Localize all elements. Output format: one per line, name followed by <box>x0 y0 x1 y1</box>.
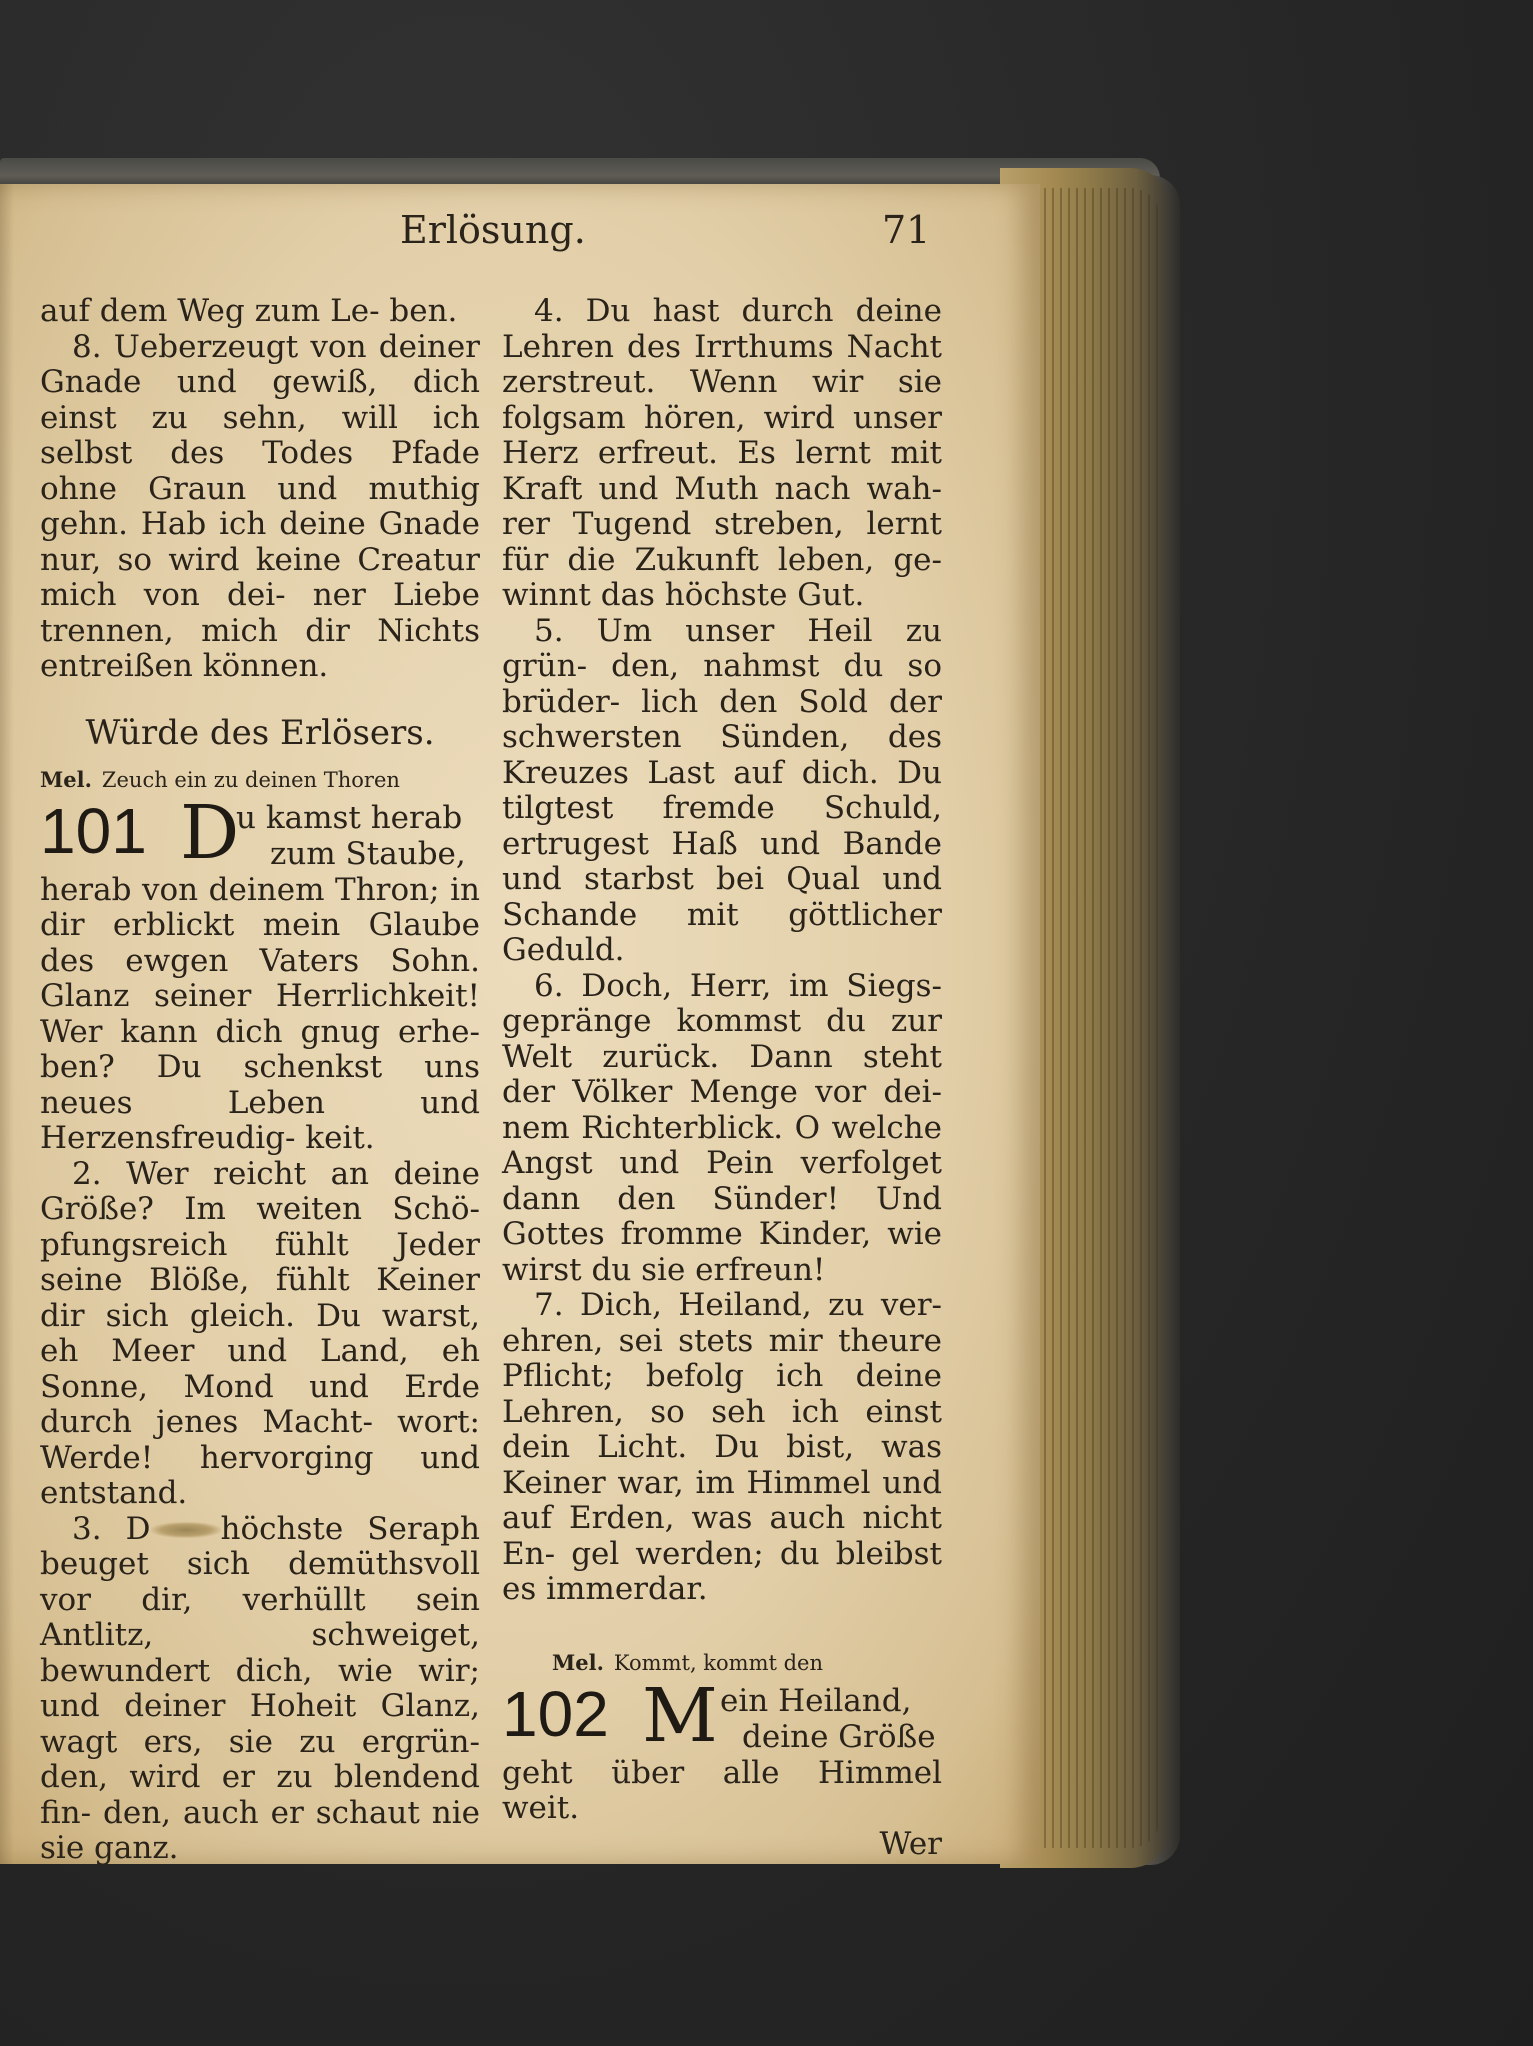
verse-5: 5. Um unser Heil zu grün- den, nahmst du so brüder- lich den Sold der schwersten Sünden, des Kreuzes Last auf dich. Du tilgtest fremde Schuld, ertrugest Haß und Bande und starbst bei Qual und Schande mit göttlicher Geduld. <box>502 612 942 968</box>
verse-3-start: 3. D <box>72 1510 151 1547</box>
verse-3 <box>40 1512 480 1867</box>
verse-3-text: höchste Seraph beuget sich demüthsvoll vor dir, verhüllt sein Antlitz, schweiget, bewundert dich, wie wir; und deiner Hoheit Glanz, wagt ers, sie zu ergrün- den, wird er zu blendend fin- den, auch er schaut nie sie ganz. <box>40 1510 480 1866</box>
verse-6: 6. Doch, Herr, im Siegs- gepränge kommst du zur Welt zurück. Dann steht der Völker Menge vor dei- nem Richterblick. O welche Angst und Pein verfolget dann den Sünder! Und Gottes fromme Kinder, wie wirst du sie erfreun! <box>502 967 942 1288</box>
book-page <box>0 184 1040 1864</box>
left-column <box>40 294 480 1867</box>
running-head: Erlösung. <box>400 208 586 252</box>
ink-smudge <box>151 1522 221 1538</box>
page-shadow <box>0 184 14 1864</box>
hymn-first-line: ein Heiland, <box>720 1682 912 1719</box>
page-header <box>0 208 1040 258</box>
hymn-101-head <box>40 789 480 876</box>
section-title: Würde des Erlösers. <box>85 712 435 753</box>
verse-4: 4. Du hast durch deine Lehren des Irrthums Nacht zerstreut. Wenn wir sie folgsam hören, wird unser Herz erfreut. Es lernt mit Kraft und Muth nach wah- rer Tugend streben, lernt für die Zukunft leben, ge- winnt das höchste Gut. <box>502 293 942 613</box>
melody-name: Kommt, kommt den <box>613 1650 823 1675</box>
melody-line <box>40 765 480 795</box>
verse-8: 8. Ueberzeugt von deiner Gnade und gewiß, dich einst zu sehn, will ich selbst des Todes Pfade ohne Graun und muthig gehn. Hab ich deine Gnade nur, so wird keine Creatur mich von dei- ner Liebe trennen, mich dir Nichts entreißen können. <box>40 328 480 684</box>
hymn-number: 101 <box>40 794 147 867</box>
hymn-102-head <box>502 1672 942 1759</box>
drop-cap: D <box>180 789 240 876</box>
verse-1: herab von deinem Thron; in dir erblickt mein Glaube des ewgen Vaters Sohn. Glanz seiner Herrlichkeit! Wer kann dich gnug erhe- ben? Du schenkst uns neues Leben und Herzensfreudig- keit. <box>40 871 480 1156</box>
verse-continuation: auf dem Weg zum Le- ben. <box>40 293 458 329</box>
hymn-second-line: zum Staube, <box>270 835 466 872</box>
verse-2: 2. Wer reicht an deine Größe? Im weiten Schö- pfungsreich fühlt Jeder seine Blöße, fühlt Keiner dir sich gleich. Du warst, eh Meer und Land, eh Sonne, Mond und Erde durch jenes Macht- wort: Werde! hervorging und entstand. <box>40 1155 480 1511</box>
hymn-second-line: deine Größe <box>742 1718 936 1755</box>
verse-7: 7. Dich, Heiland, zu ver- ehren, sei stets mir theure Pflicht; befolg ich deine Lehren, so seh ich einst dein Licht. Du bist, was Keiner war, im Himmel und auf Erden, was auch nicht En- gel werden; du bleibst es immerdar. <box>502 1287 942 1607</box>
right-column <box>502 294 942 1862</box>
melody-label: Mel. <box>552 1649 604 1675</box>
catchword: Wer <box>879 1825 942 1862</box>
hymn-number: 102 <box>502 1677 609 1750</box>
drop-cap: M <box>642 1672 718 1759</box>
hymn-102-text: geht über alle Himmel weit. <box>502 1754 942 1826</box>
melody-name: Zeuch ein zu deinen Thoren <box>101 767 400 792</box>
melody-line <box>502 1648 942 1678</box>
page-number: 71 <box>882 208 931 252</box>
melody-label: Mel. <box>40 766 92 792</box>
hymn-first-line: u kamst herab <box>236 799 463 836</box>
